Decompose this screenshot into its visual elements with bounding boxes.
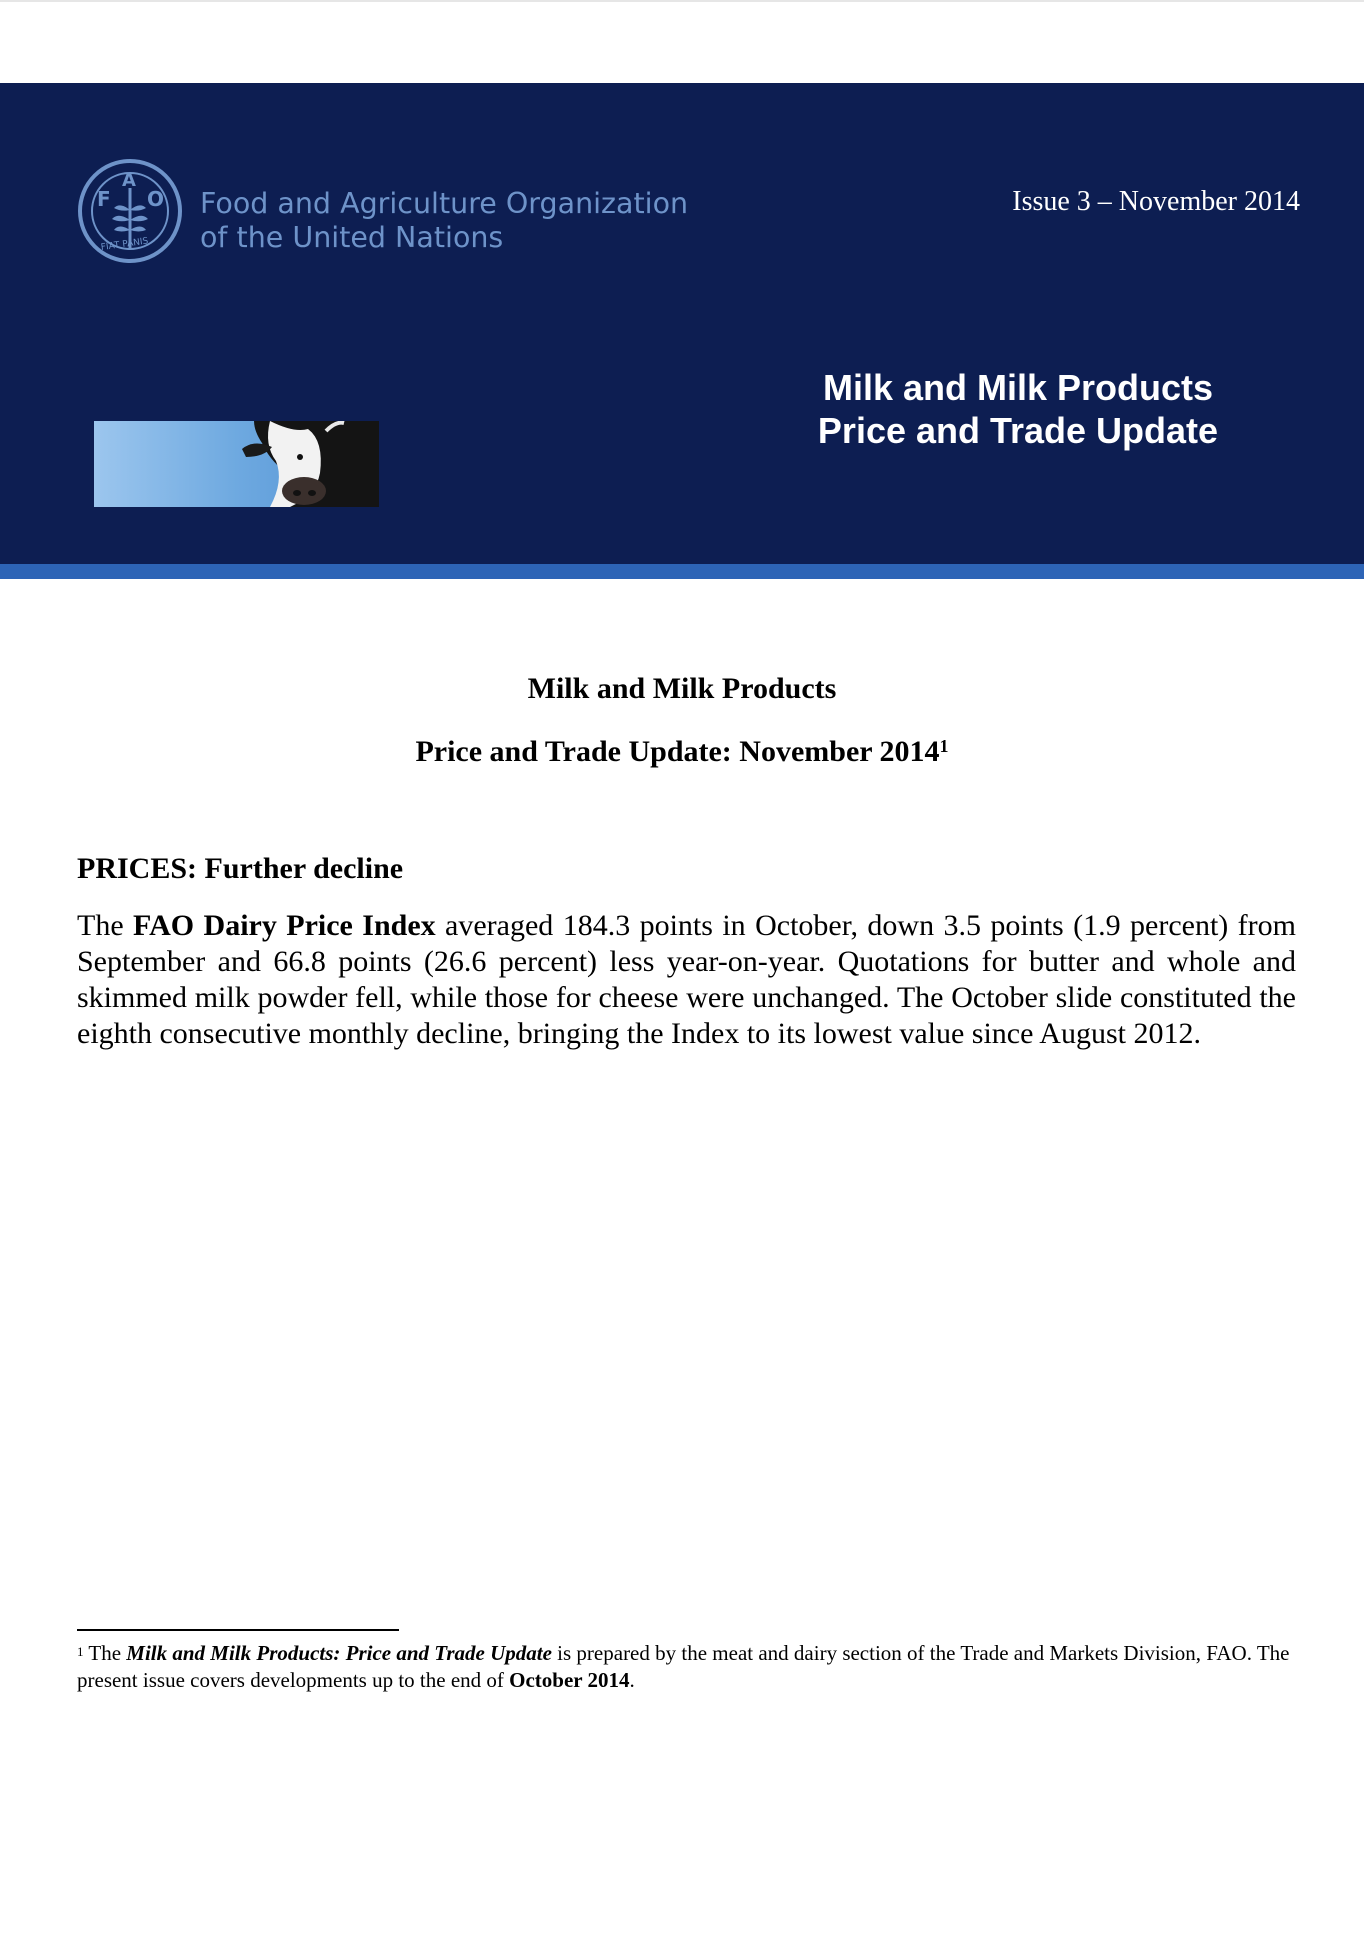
- paragraph-rest: averaged 184.3 points in October, down 3.5 points (1.9 percent) from September and 66.8 points (26.6 percent) less year-on-year. Quotations for butter and whole and skimmed milk powder fell, while those for cheese were unchanged. The October slide constituted the eighth consecutive monthly decline, bringing the Index to its lowest value since August 2012.: [77, 909, 1296, 1050]
- footnote-middle: is prepared by the meat and dairy section of the Trade and Markets Division, FAO. The present issue covers developments up to the end of: [77, 1641, 1290, 1692]
- footnote-divider: [77, 1629, 399, 1631]
- paragraph-lead: The: [77, 909, 134, 942]
- footnote-date: October 2014: [509, 1668, 630, 1692]
- logo-letter-a: A: [122, 170, 136, 191]
- body-paragraph: [77, 908, 1296, 1052]
- footnote-publication-title: Milk and Milk Products: Price and Trade Update: [126, 1641, 552, 1665]
- footnote-end: .: [629, 1668, 635, 1692]
- banner-title: [760, 366, 1276, 452]
- banner-title-line1: Milk and Milk Products: [822, 367, 1214, 408]
- footnote-lead: The: [83, 1641, 127, 1665]
- paragraph-bold-term: FAO Dairy Price Index: [133, 909, 436, 942]
- footnote: [77, 1640, 1296, 1694]
- logo-motto: FIAT PANIS: [100, 236, 150, 254]
- document-title-text: Price and Trade Update: November 2014: [415, 735, 940, 768]
- org-name: [200, 187, 688, 255]
- logo-letter-f: F: [97, 187, 111, 211]
- page-top-edge: [0, 0, 1364, 2]
- logo-letter-o: O: [147, 187, 165, 211]
- issue-label: Issue 3 – November 2014: [1012, 186, 1300, 217]
- banner-title-line2: Price and Trade Update: [817, 410, 1219, 451]
- banner-stripe: [0, 564, 1364, 579]
- org-name-line2: of the United Nations: [200, 221, 504, 254]
- org-name-line1: Food and Agriculture Organization: [200, 187, 689, 220]
- fao-logo-icon: [77, 158, 183, 264]
- footnote-reference[interactable]: 1: [939, 736, 949, 756]
- document-title-line1: Milk and Milk Products: [527, 672, 837, 705]
- cow-photo: [94, 421, 379, 507]
- document-title-line2: [0, 735, 1364, 769]
- footnote-mark: 1: [77, 1644, 84, 1659]
- section-heading: PRICES: Further decline: [77, 852, 404, 885]
